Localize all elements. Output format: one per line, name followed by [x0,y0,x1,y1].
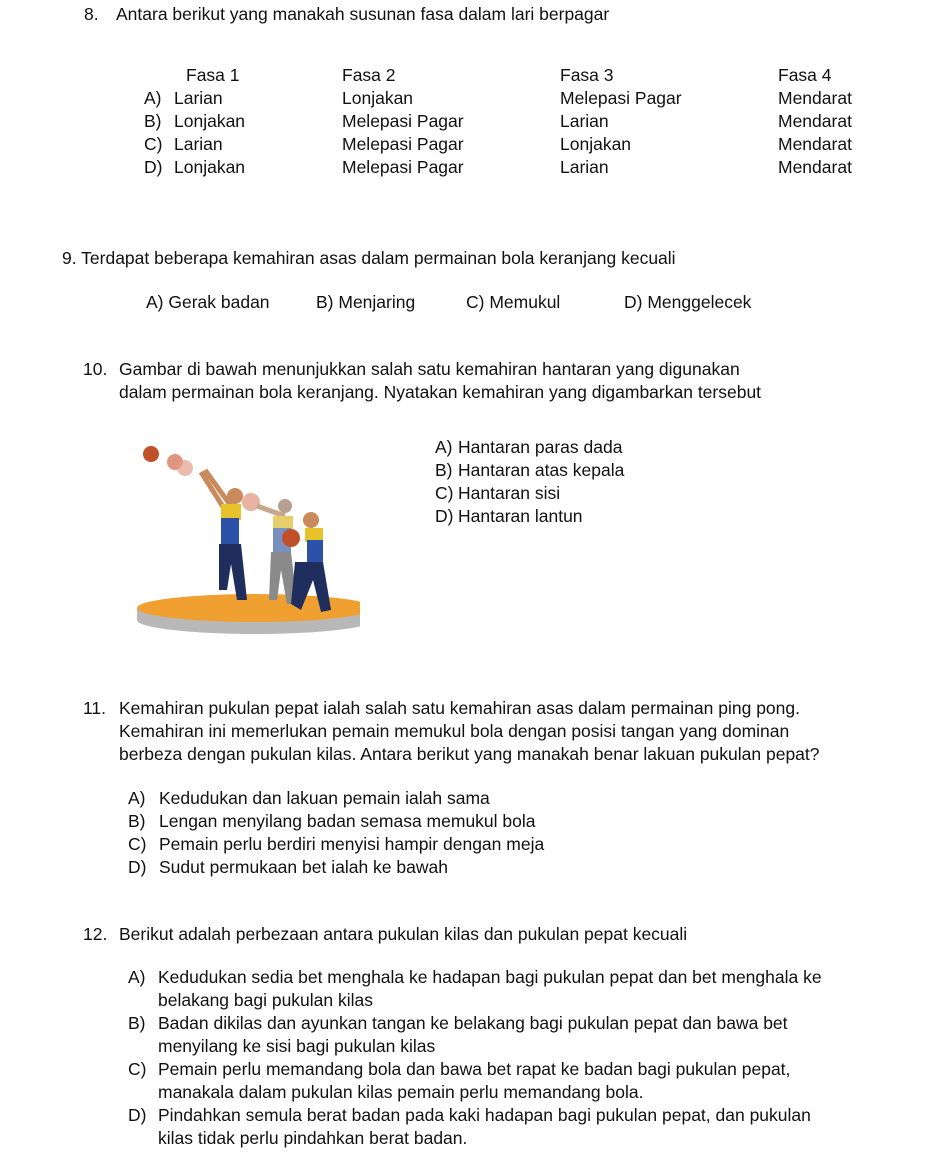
fasa3-value: Melepasi Pagar [560,88,682,108]
q11-text-line2: Kemahiran ini memerlukan pemain memukul bola dengan posisi tangan yang dominan [119,721,790,741]
option-letter: A) [144,88,162,108]
option-letter: C) [144,134,163,154]
q8-option-a[interactable] [0,87,937,110]
fasa2-value: Melepasi Pagar [342,111,464,131]
option-text-line2: belakang bagi pukulan kilas [158,990,374,1010]
option-letter: D) [435,506,454,526]
fasa1-value: Larian [174,134,223,154]
option-text: Lengan menyilang badan semasa memukul bola [159,811,536,831]
q12-number: 12. [83,924,108,944]
option-text: Hantaran atas kepala [458,460,625,480]
option-text: Hantaran paras dada [458,437,623,457]
fasa3-value: Larian [560,157,609,177]
option-letter: D) [128,1105,147,1125]
q8-option-c[interactable] [0,133,937,156]
option-text: Pemain perlu berdiri menyisi hampir dengan meja [159,834,545,854]
q10-number: 10. [83,359,108,379]
option-letter: B) [128,811,146,831]
option-text-line2: menyilang ke sisi bagi pukulan kilas [158,1036,436,1056]
option-letter: D) [128,857,147,877]
q9-option-c[interactable]: C) Memukul [466,292,561,312]
option-letter: A) [435,437,453,457]
option-letter: C) [128,834,147,854]
fasa2-value: Melepasi Pagar [342,134,464,154]
q12-question [83,923,687,946]
q11-option-b[interactable] [128,810,536,833]
q8-header-fasa3: Fasa 3 [560,65,614,85]
option-text-line1: Badan dikilas dan ayunkan tangan ke belakang bagi pukulan pepat dan bawa bet [158,1013,788,1033]
q8-header-row [0,64,937,87]
q11-option-c[interactable] [128,833,544,856]
q8-number: 8. [84,4,99,24]
option-text: Sudut permukaan bet ialah ke bawah [159,857,448,877]
q8-option-b[interactable] [0,110,937,133]
option-text-line1: Pemain perlu memandang bola dan bawa bet rapat ke badan bagi pukulan pepat, [158,1059,791,1079]
fasa2-value: Lonjakan [342,88,414,108]
q10-option-c[interactable] [435,482,560,505]
option-letter: B) [128,1013,146,1033]
option-text-line2: manakala dalam pukulan kilas pemain perlu memandang bola. [158,1082,644,1102]
q9-option-a[interactable]: A) Gerak badan [146,292,270,312]
q9-question [62,247,676,270]
q10-option-a[interactable] [435,436,622,459]
fasa4-value: Mendarat [778,157,852,177]
option-letter: B) [435,460,453,480]
fasa3-value: Lonjakan [560,134,632,154]
q11-number: 11. [83,698,107,718]
q11-question [83,697,800,720]
fasa3-value: Larian [560,111,609,131]
option-text: Kedudukan dan lakuan pemain ialah sama [159,788,490,808]
q11-option-d[interactable] [128,856,448,879]
q8-header-fasa1: Fasa 1 [186,65,240,85]
q11-option-a[interactable] [128,787,490,810]
q11-text-line1: Kemahiran pukulan pepat ialah salah satu kemahiran asas dalam permainan ping pong. [119,698,800,718]
option-text-line1: Pindahkan semula berat badan pada kaki hadapan bagi pukulan pepat, dan pukulan [158,1105,811,1125]
option-text-line1: Kedudukan sedia bet menghala ke hadapan bagi pukulan pepat dan bet menghala ke [158,967,822,987]
q10-option-d[interactable] [435,505,583,528]
basketball-pass-illustration [135,440,360,640]
fasa1-value: Lonjakan [174,157,246,177]
option-letter: D) [144,157,163,177]
q10-text-line2: dalam permainan bola keranjang. Nyatakan kemahiran yang digambarkan tersebut [119,382,762,402]
fasa4-value: Mendarat [778,88,852,108]
q10-question [83,358,740,381]
fasa4-value: Mendarat [778,111,852,131]
q8-header-fasa4: Fasa 4 [778,65,832,85]
fasa4-value: Mendarat [778,134,852,154]
fasa1-value: Lonjakan [174,111,246,131]
option-text-line2: kilas tidak perlu pindahkan berat badan. [158,1128,468,1148]
option-text: Hantaran sisi [458,483,561,503]
q8-question [84,3,609,26]
fasa2-value: Melepasi Pagar [342,157,464,177]
option-text: Hantaran lantun [458,506,583,526]
q9-number: 9. [62,248,77,268]
q9-option-d[interactable]: D) Menggelecek [624,292,752,312]
q8-header-fasa2: Fasa 2 [342,65,396,85]
q9-text: Terdapat beberapa kemahiran asas dalam permainan bola keranjang kecuali [81,248,676,268]
option-letter: C) [435,483,454,503]
q10-text-line1: Gambar di bawah menunjukkan salah satu kemahiran hantaran yang digunakan [119,359,740,379]
option-letter: A) [128,967,146,987]
q8-text: Antara berikut yang manakah susunan fasa dalam lari berpagar [116,4,610,24]
q11-text-line3: berbeza dengan pukulan kilas. Antara berikut yang manakah benar lakuan pukulan pepat? [119,744,820,764]
fasa1-value: Larian [174,88,223,108]
option-letter: B) [144,111,162,131]
q8-option-d[interactable] [0,156,937,179]
q10-option-b[interactable] [435,459,624,482]
option-letter: A) [128,788,146,808]
q12-text: Berikut adalah perbezaan antara pukulan kilas dan pukulan pepat kecuali [119,924,688,944]
q9-option-b[interactable]: B) Menjaring [316,292,416,312]
option-letter: C) [128,1059,147,1079]
